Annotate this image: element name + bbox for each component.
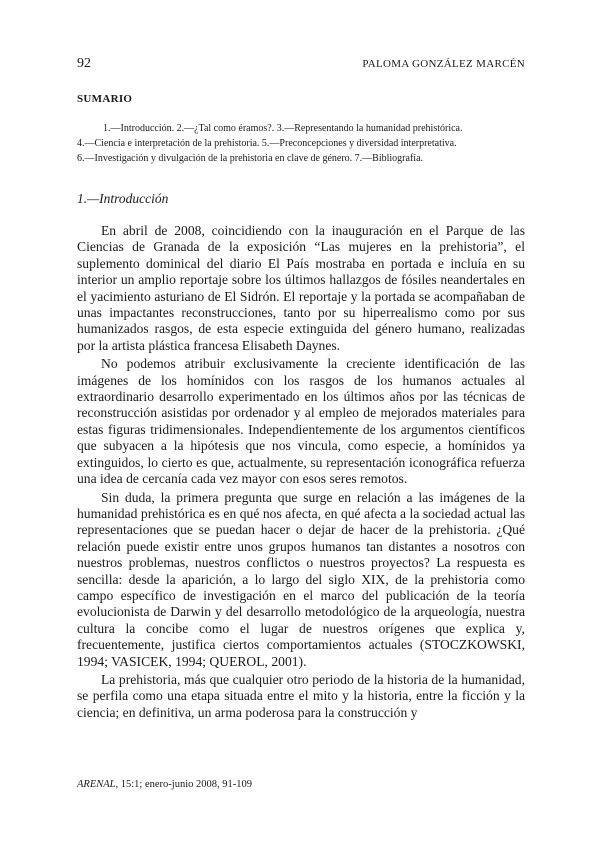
page-number: 92: [77, 56, 91, 71]
issue-info: 15:1; enero-junio 2008, 91-109: [118, 779, 252, 790]
journal-name: ARENAL,: [77, 779, 119, 790]
paragraph: En abril de 2008, coincidiendo con la inauguración en el Parque de las Ciencias de Granada de la exposición “Las mujeres en la prehistoria”, el suplemento dominical del diario El País mostraba en portada e incluía en su interior un amplio reportaje sobre los últimos hallazgos de fósiles neandertales en el yacimiento asturiano de El Sidrón. El reportaje y la portada se acompañaban de unas impactantes reconstrucciones, tanto por su hiperrealismo como por sus humanizados rasgos, de esta especie extinguida del género humano, realizadas por la artista plástica francesa Elisabeth Daynes.: [77, 223, 525, 353]
body-text: [77, 223, 525, 721]
summary-line: 1.—Introducción. 2.—¿Tal como éramos?. 3.—Representando la humanidad prehistórica.: [103, 123, 463, 134]
summary-line: 4.—Ciencia e interpretación de la prehistoria. 5.—Preconcepciones y diversidad interpretativa.: [77, 138, 457, 149]
summary-line: 6.—Investigación y divulgación de la prehistoria en clave de género. 7.—Bibliografía.: [77, 153, 424, 164]
paragraph: Sin duda, la primera pregunta que surge en relación a las imágenes de la humanidad prehistórica es en qué nos afecta, en qué afecta a la sociedad actual las representaciones que se puedan hacer o dejar de hacer de la prehistoria. ¿Qué relación puede existir entre unos grupos humanos tan distantes a nosotros con nuestros problemas, nuestros conflictos o nuestros proyectos? La respuesta es sencilla: desde la aparición, a lo largo del siglo XIX, de la prehistoria como campo específico de investigación en el marco del publicación de la teoría evolucionista de Darwin y del desarrollo metodológico de la arqueología, nuestra cultura la concibe como el lugar de nuestros orígenes que explica y, frecuentemente, justifica ciertos comportamientos actuales (STOCZKOWSKI, 1994; VASICEK, 1994; QUEROL, 2001).: [77, 489, 525, 669]
paragraph: No podemos atribuir exclusivamente la creciente identificación de las imágenes de los homínidos con los rasgos de los humanos actuales al extraordinario desarrollo experimentado en los últimos años por las técnicas de reconstrucción asistidas por ordenador y al empleo de mejorados materiales para estas figuras tridimensionales. Independientemente de los argumentos científicos que subyacen a la hipótesis que nos vincula, como especie, a homínidos ya extinguidos, lo cierto es que, actualmente, su representación iconográfica refuerza una idea de cercanía cada vez mayor con esos seres remotos.: [77, 356, 525, 487]
summary-title: SUMARIO: [77, 93, 133, 105]
footer-citation: [77, 779, 252, 790]
paragraph: La prehistoria, más que cualquier otro periodo de la historia de la humanidad, se perfila como una etapa situada entre el mito y la historia, entre la ficción y la ciencia; en definitiva, un arma poderosa para la construcción y: [77, 671, 525, 720]
summary-block: [77, 121, 525, 166]
section-heading: 1.—Introducción: [77, 191, 169, 206]
running-head: PALOMA GONZÁLEZ MARCÉN: [362, 58, 525, 70]
